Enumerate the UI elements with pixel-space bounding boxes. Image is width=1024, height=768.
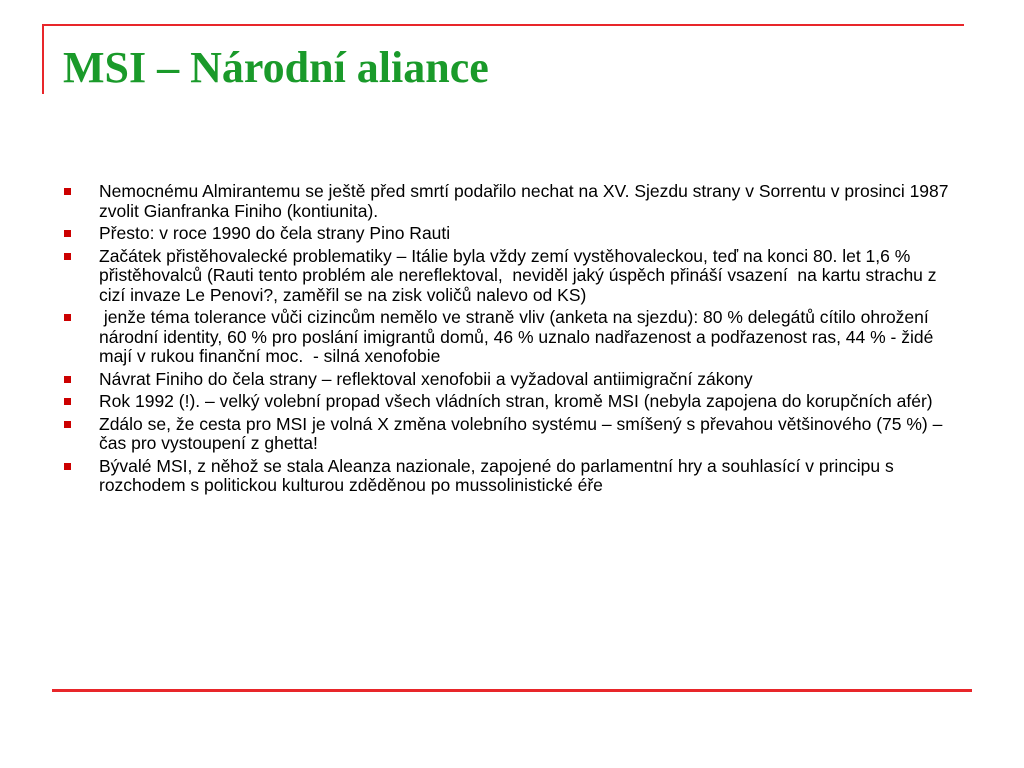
square-bullet-icon [64, 188, 71, 195]
bullet-text: Začátek přistěhovalecké problematiky – Itálie byla vždy zemí vystěhovaleckou, teď na konci 80. let 1,6 % přistěhovalců (Rauti tento problém ale nereflektoval, neviděl jaký úspěch přináší vsazení na kartu strachu z cizí invaze Le Penovi?, zaměřil se na zisk voličů nalevo od KS) [99, 245, 942, 305]
bullet-text: Přesto: v roce 1990 do čela strany Pino Rauti [99, 223, 451, 243]
bullet-list [64, 182, 964, 499]
bullet-text: Nemocnému Almirantemu se ještě před smrtí podařilo nechat na XV. Sjezdu strany v Sorrentu v prosinci 1987 zvolit Gianfranka Finiho (kontiunita). [99, 181, 954, 221]
bullet-text: Zdálo se, že cesta pro MSI je volná X změna volebního systému – smíšený s převahou většinového (75 %) – čas pro vystoupení z ghetta! [99, 413, 948, 453]
bullet-text: jenže téma tolerance vůči cizincům nemělo ve straně vliv (anketa na sjezdu): 80 % delegátů cítilo ohrožení národní identity, 60 % pro poslání imigrantů domů, 46 % uznalo nadřazenost a podřazenost ras, 44 % - židé mají v rukou finanční moc. - silná xenofobie [99, 307, 939, 366]
bullet-text: Bývalé MSI, z něhož se stala Aleanza nazionale, zapojené do parlamentní hry a souhlasící v principu s rozchodem s politickou kulturou zděděnou po mussolinistické éře [99, 455, 899, 495]
square-bullet-icon [64, 376, 71, 383]
bullet-item [64, 247, 964, 306]
bullet-item [64, 182, 964, 221]
bullet-item [64, 224, 964, 244]
left-rule [42, 24, 44, 94]
bullet-item [64, 415, 964, 454]
square-bullet-icon [64, 463, 71, 470]
square-bullet-icon [64, 421, 71, 428]
bullet-item [64, 392, 964, 412]
bullet-item [64, 457, 964, 496]
bullet-text: Rok 1992 (!). – velký volební propad všech vládních stran, kromě MSI (nebyla zapojena do korupčních afér) [99, 391, 933, 411]
square-bullet-icon [64, 314, 71, 321]
bottom-rule [52, 689, 972, 692]
slide-title: MSI – Národní aliance [63, 43, 489, 92]
bullet-item [64, 308, 964, 367]
square-bullet-icon [64, 230, 71, 237]
square-bullet-icon [64, 398, 71, 405]
bullet-item [64, 370, 964, 390]
top-rule [42, 24, 964, 26]
square-bullet-icon [64, 253, 71, 260]
bullet-text: Návrat Finiho do čela strany – reflektoval xenofobii a vyžadoval antiimigrační zákony [99, 368, 753, 389]
